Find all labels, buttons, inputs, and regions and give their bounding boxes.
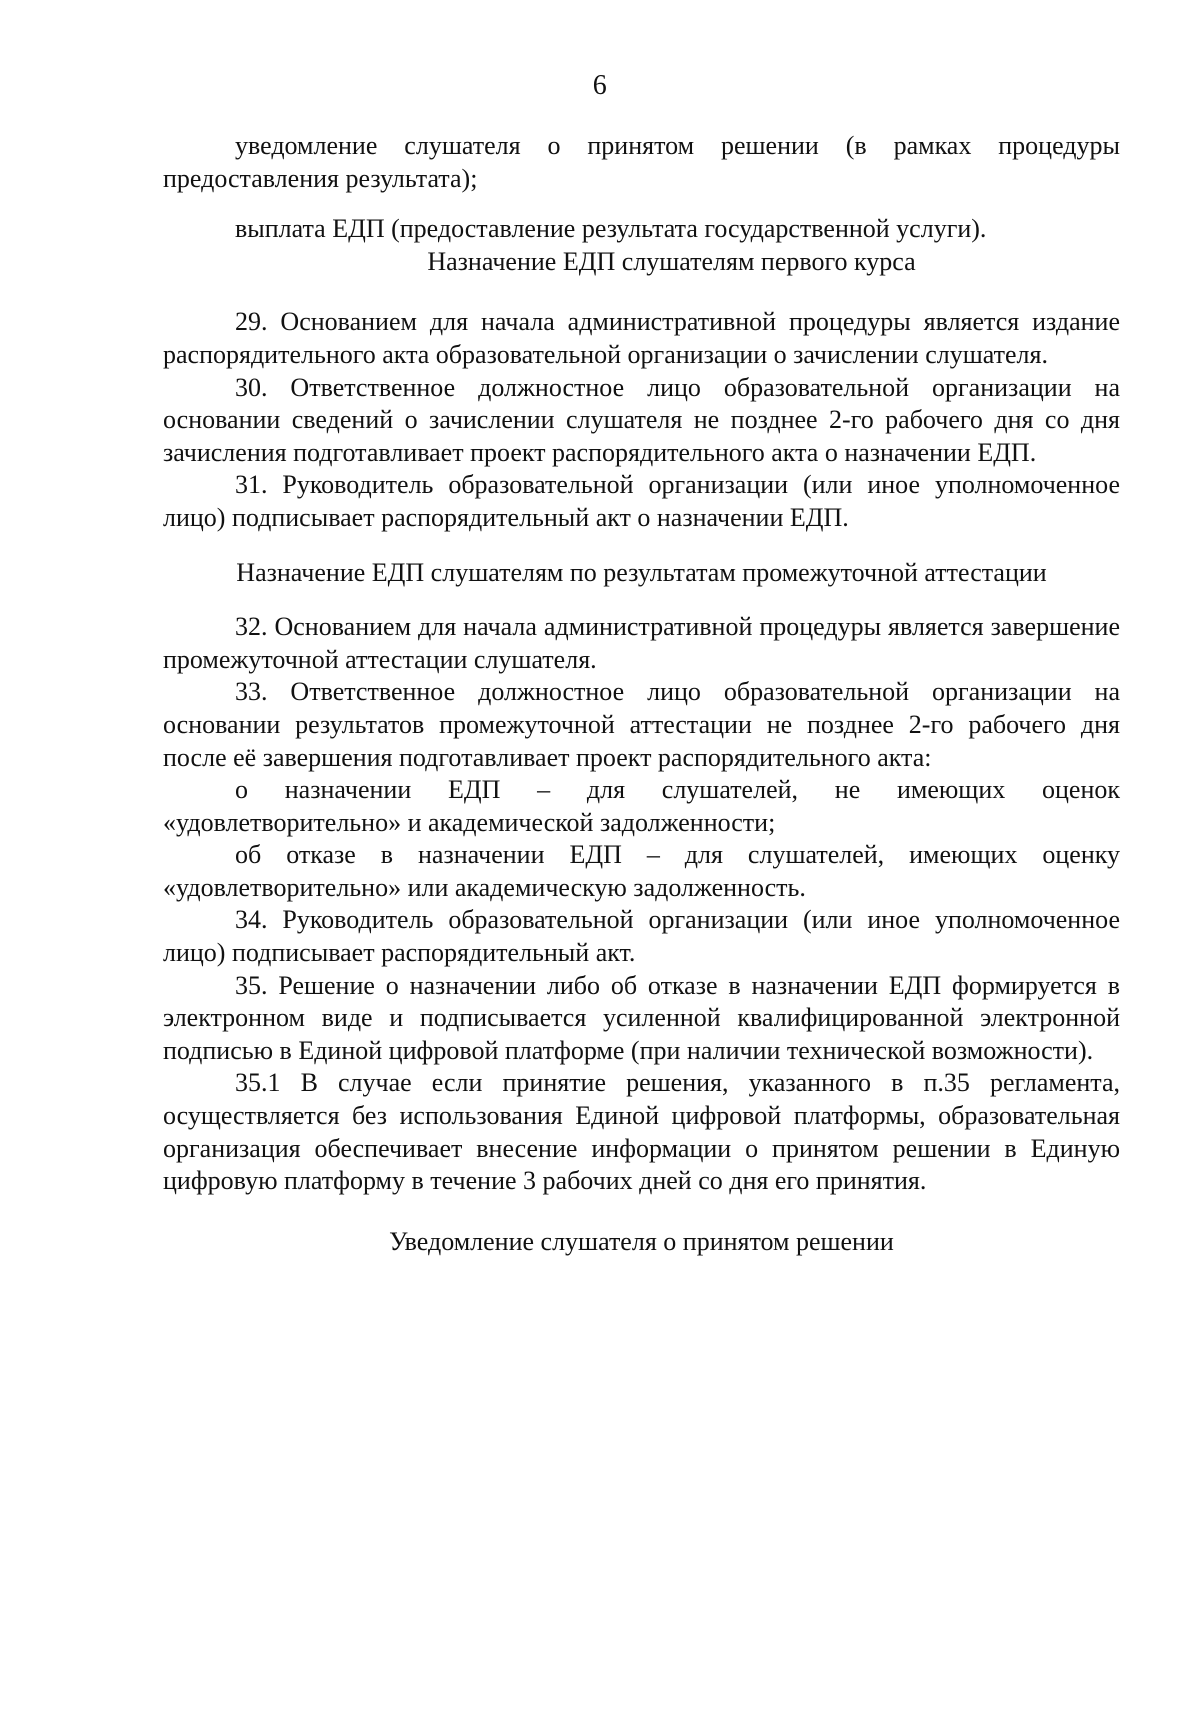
paragraph-35-1: 35.1 В случае если принятие решения, указанного в п.35 регламента, осуществляется без использования Единой цифровой платформы, образовательная организация обеспечивает внесение информации о принятом решении в Единую цифровую платформу в течение 3 рабочих дней со дня его принятия.	[163, 1068, 1120, 1196]
paragraph-33: 33. Ответственное должностное лицо образовательной организации на основании результатов промежуточной аттестации не позднее 2-го рабочего дня после её завершения подготавливает проект распорядительного акта:	[163, 677, 1120, 772]
paragraph-29: 29. Основанием для начала административной процедуры является издание распорядительного акта образовательной организации о зачислении слушателя.	[163, 307, 1120, 369]
spacer	[163, 1198, 1120, 1226]
section-heading-interim-assessment: Назначение ЕДП слушателям по результатам промежуточной аттестации	[236, 557, 1047, 587]
section-heading-first-year: Назначение ЕДП слушателям первого курса	[427, 246, 916, 276]
paragraph-30: 30. Ответственное должностное лицо образовательной организации на основании сведений о зачислении слушателя не позднее 2-го рабочего дня со дня зачисления подготавливает проект распорядительного акта о назначении ЕДП.	[163, 372, 1120, 467]
paragraph-34: 34. Руководитель образовательной организации (или иное уполномоченное лицо) подписывает распорядительный акт.	[163, 905, 1120, 968]
paragraph-payment-item: выплата ЕДП (предоставление результата государственной услуги).	[235, 214, 987, 244]
spacer	[163, 195, 1120, 213]
paragraph-33-option-refuse: об отказе в назначении ЕДП – для слушателей, имеющих оценку «удовлетворительно» или академическую задолженность.	[163, 840, 1120, 902]
page-number: 6	[592, 70, 608, 101]
spacer	[163, 278, 1120, 306]
paragraph-35: 35. Решение о назначении либо об отказе в назначении ЕДП формируется в электронном виде и подписывается усиленной квалифицированной электронной подписью в Единой цифровой платформе (при наличии технической возможности).	[163, 970, 1120, 1065]
paragraph-31: 31. Руководитель образовательной организации (или иное уполномоченное лицо) подписывает распорядительный акт о назначении ЕДП.	[163, 470, 1120, 532]
spacer	[163, 589, 1120, 611]
paragraph-33-option-assign: о назначении ЕДП – для слушателей, не имеющих оценок «удовлетворительно» и академической задолженности;	[163, 775, 1120, 837]
paragraph-32: 32. Основанием для начала административной процедуры является завершение промежуточной аттестации слушателя.	[163, 612, 1120, 674]
spacer	[163, 535, 1120, 557]
document-body	[163, 130, 1120, 1258]
paragraph-notification-item: уведомление слушателя о принятом решении (в рамках процедуры предоставления результата);	[163, 131, 1120, 193]
section-heading-notification: Уведомление слушателя о принятом решении	[389, 1226, 894, 1256]
